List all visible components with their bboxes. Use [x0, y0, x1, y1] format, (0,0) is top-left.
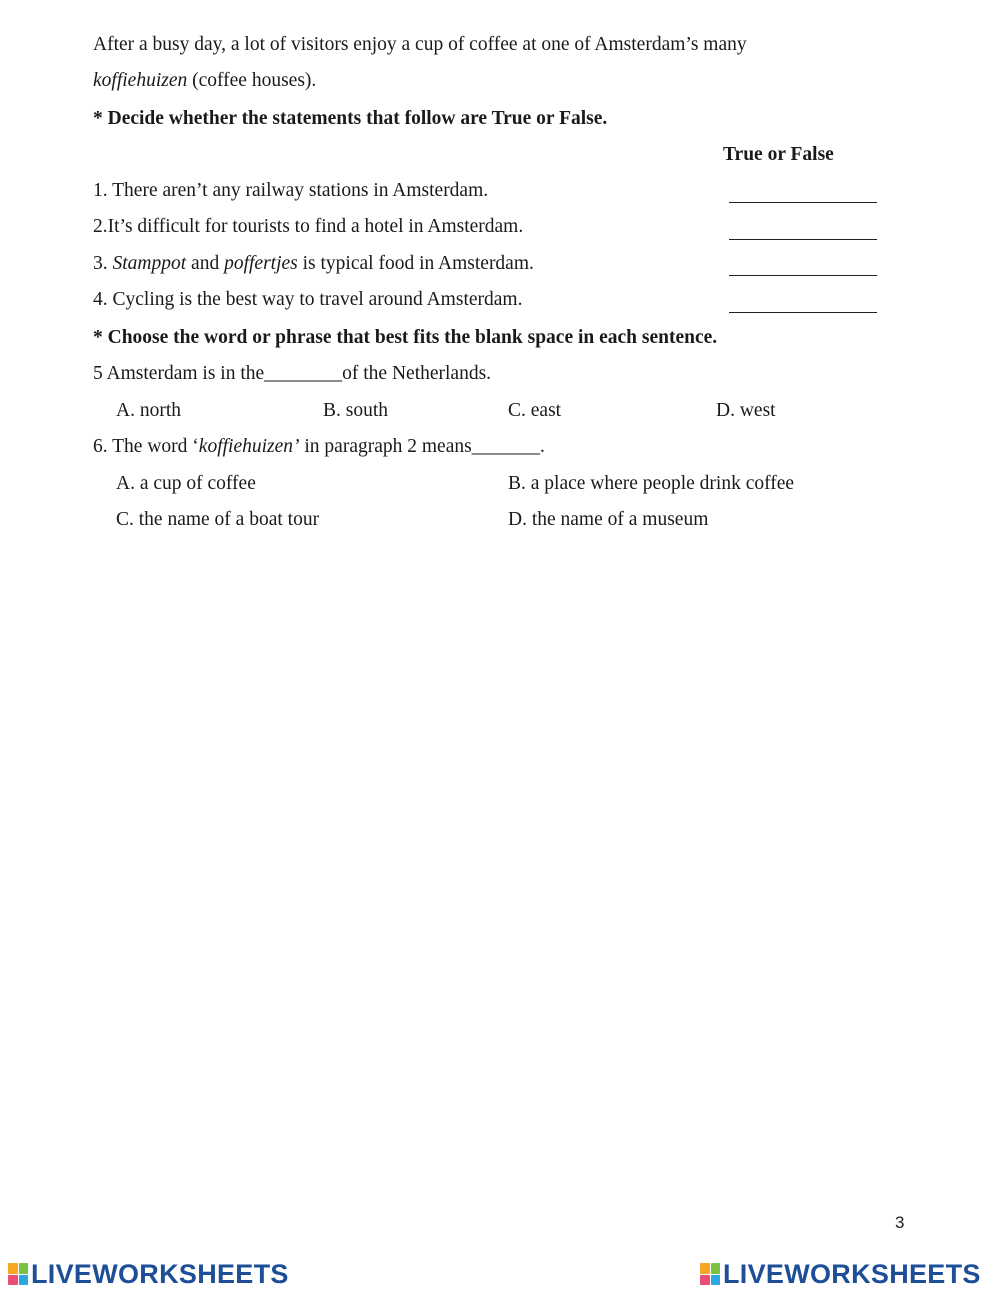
section1-instruction: * Decide whether the statements that follow are True or False.	[93, 108, 608, 129]
statement-2: 2.It’s difficult for tourists to find a hotel in Amsterdam.	[93, 216, 524, 237]
question-6-option-c[interactable]: C. the name of a boat tour	[116, 509, 320, 530]
question-6-prefix: 6. The word ‘	[93, 436, 199, 457]
question-6-suffix: in paragraph 2 means_______.	[299, 436, 545, 457]
logo-mark-cell-i	[19, 1263, 29, 1274]
statement-2-answer-blank[interactable]	[729, 239, 877, 240]
logo-mark-cell-i	[711, 1263, 721, 1274]
statement-3-suffix: is typical food in Amsterdam.	[297, 253, 534, 274]
question-5-option-c[interactable]: C. east	[508, 400, 562, 421]
question-5-option-b[interactable]: B. south	[323, 400, 389, 421]
logo-mark-cell-e	[19, 1275, 29, 1286]
statement-1: 1. There aren’t any railway stations in Amsterdam.	[93, 180, 489, 201]
question-6-term: koffiehuizen’	[198, 436, 300, 457]
logo-mark-icon	[700, 1263, 720, 1285]
question-6-stem	[93, 435, 545, 459]
question-5-option-d[interactable]: D. west	[716, 400, 776, 421]
statement-3-mid: and	[186, 253, 225, 274]
intro-line-2-rest: (coffee houses).	[187, 70, 317, 91]
question-5-stem: 5 Amsterdam is in the________of the Netherlands.	[93, 363, 492, 384]
question-6-option-a[interactable]: A. a cup of coffee	[116, 473, 256, 494]
page-number: 3	[895, 1213, 905, 1232]
statement-3-term-1: Stamppot	[112, 253, 187, 274]
logo-mark-cell-e	[711, 1275, 721, 1286]
logo-mark-icon	[8, 1263, 28, 1285]
intro-line-1: After a busy day, a lot of visitors enjoy a cup of coffee at one of Amsterdam’s many	[93, 34, 747, 55]
question-6-option-b[interactable]: B. a place where people drink coffee	[508, 473, 795, 494]
statement-3-term-2: poffertjes	[224, 253, 298, 274]
logo-text: LIVEWORKSHEETS	[723, 1258, 981, 1289]
section2-instruction: * Choose the word or phrase that best fits the blank space in each sentence.	[93, 327, 718, 348]
logo-mark-cell-v	[8, 1275, 18, 1286]
question-6-option-d[interactable]: D. the name of a museum	[508, 509, 709, 530]
statement-3	[93, 252, 534, 276]
liveworksheets-logo-right	[700, 1260, 981, 1288]
intro-italic-term: koffiehuizen	[93, 70, 188, 91]
logo-text: LIVEWORKSHEETS	[31, 1258, 289, 1289]
liveworksheets-logo-left	[8, 1260, 289, 1288]
question-5-option-a[interactable]: A. north	[116, 400, 181, 421]
statement-1-answer-blank[interactable]	[729, 202, 877, 203]
intro-line-2	[93, 69, 316, 93]
logo-mark-cell-v	[700, 1275, 710, 1286]
statement-3-answer-blank[interactable]	[729, 275, 877, 276]
statement-4-answer-blank[interactable]	[729, 312, 877, 313]
statement-4: 4. Cycling is the best way to travel around Amsterdam.	[93, 289, 523, 310]
true-false-header: True or False	[723, 144, 834, 165]
logo-mark-cell-l	[8, 1263, 18, 1274]
statement-3-prefix: 3.	[93, 253, 113, 274]
logo-mark-cell-l	[700, 1263, 710, 1274]
